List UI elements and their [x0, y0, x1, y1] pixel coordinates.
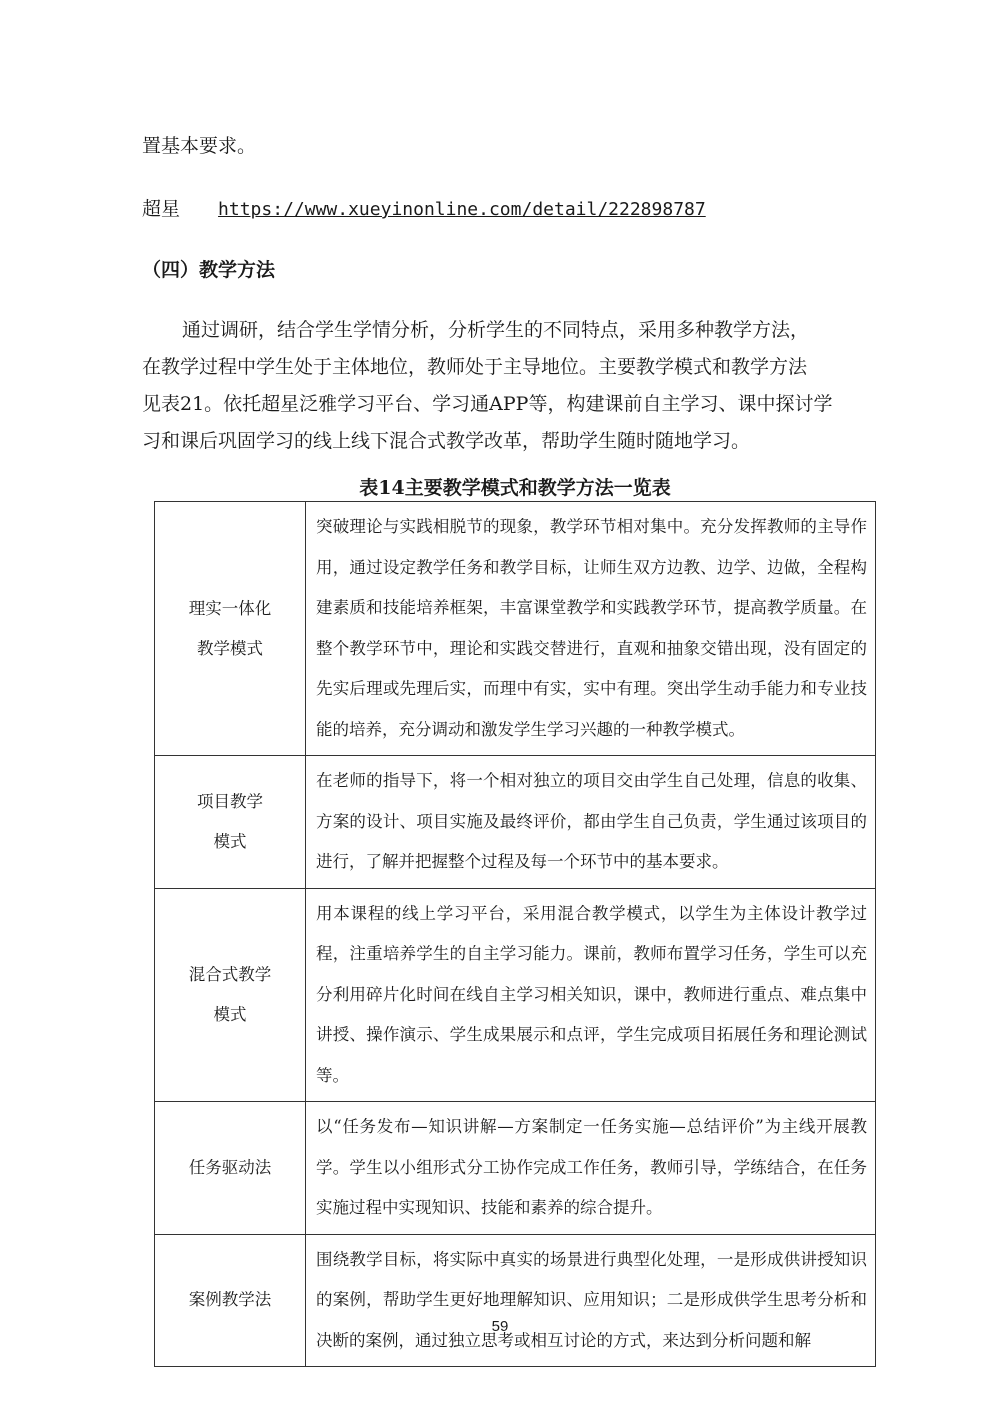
page-number: 59: [491, 1318, 509, 1335]
section-heading: （四）教学方法: [142, 259, 276, 281]
intro-line: 通过调研，结合学生学情分析，分析学生的不同特点，采用多种教学方法，: [182, 319, 810, 341]
method-description-cell: 突破理论与实践相脱节的现象，教学环节相对集中。充分发挥教师的主导作用，通过设定教学任务和教学目标，让师生双方边教、边学、边做，全程构建素质和技能培养框架，丰富课堂教学和实践教学环节，提高教学质量。在整个教学环节中，理论和实践交替进行，直观和抽象交错出现，没有固定的先实后理或先理后实，而理中有实，实中有理。突出学生动手能力和专业技能的培养，充分调动和激发学生学习兴趣的一种教学模式。: [306, 502, 876, 756]
method-name-line: 项目教学: [197, 791, 263, 811]
method-name-line: 混合式教学: [188, 964, 272, 984]
method-name-cell: [155, 502, 306, 756]
method-name-line: 理实一体化: [188, 598, 272, 618]
method-description-cell: [306, 1234, 876, 1366]
method-description-cell: 在老师的指导下，将一个相对独立的项目交由学生自己处理，信息的收集、方案的设计、项目实施及最终评价，都由学生自己负责，学生通过该项目的进行，了解并把握整个过程及每一个环节中的基本要求。: [306, 756, 876, 889]
resource-link-line: [142, 194, 706, 221]
intro-line: 习和课后巩固学习的线上线下混合式教学改革，帮助学生随时随地学习。: [142, 430, 751, 452]
method-name-line: 任务驱动法: [188, 1157, 272, 1177]
method-description-cell: 以“任务发布—知识讲解—方案制定一任务实施—总结评价”为主线开展教学。学生以小组形式分工协作完成工作任务，教师引导，学练结合，在任务实施过程中实现知识、技能和素养的综合提升。: [306, 1102, 876, 1235]
table-row: [155, 502, 876, 756]
table-row: [155, 756, 876, 889]
method-name-line: 教学模式: [197, 638, 263, 658]
table-row: [155, 1102, 876, 1235]
method-description-text: 围绕教学目标，将实际中真实的场景进行典型化处理，一是形成供讲授知识的案例，帮助学生更好地理解知识、应用知识；二是形成供学生思考分析和决断的案例，通过独立思考或相互讨论的方式，来达到分析问题和解: [316, 1249, 867, 1350]
intro-line: 在教学过程中学生处于主体地位，教师处于主导地位。主要教学模式和教学方法: [142, 356, 808, 378]
method-name-cell: [155, 1102, 306, 1235]
table-row: [155, 1234, 876, 1366]
method-name-line: 案例教学法: [188, 1290, 272, 1309]
resource-url-link[interactable]: https://www.xueyinonline.com/detail/222898787: [218, 199, 706, 220]
method-name-cell: [155, 1234, 306, 1366]
resource-label: 超星: [142, 198, 181, 220]
method-name-cell: [155, 888, 306, 1102]
method-name-line: 模式: [213, 1004, 247, 1024]
method-name-cell: [155, 756, 306, 889]
intro-line: 见表21。依托超星泛雅学习平台、学习通APP等，构建课前自主学习、课中探讨学: [142, 393, 833, 415]
method-name-line: 模式: [213, 831, 247, 851]
table-caption: 表14主要教学模式和教学方法一览表: [359, 477, 671, 499]
continuation-text: 置基本要求。: [142, 135, 257, 157]
table-row: [155, 888, 876, 1102]
method-description-cell: 用本课程的线上学习平台，采用混合教学模式，以学生为主体设计教学过程，注重培养学生的自主学习能力。课前，教师布置学习任务，学生可以充分利用碎片化时间在线自主学习相关知识，课中，教师进行重点、难点集中讲授、操作演示、学生成果展示和点评，学生完成项目拓展任务和理论测试等。: [306, 888, 876, 1102]
teaching-methods-table: [154, 501, 876, 1367]
intro-paragraph: [142, 312, 858, 460]
